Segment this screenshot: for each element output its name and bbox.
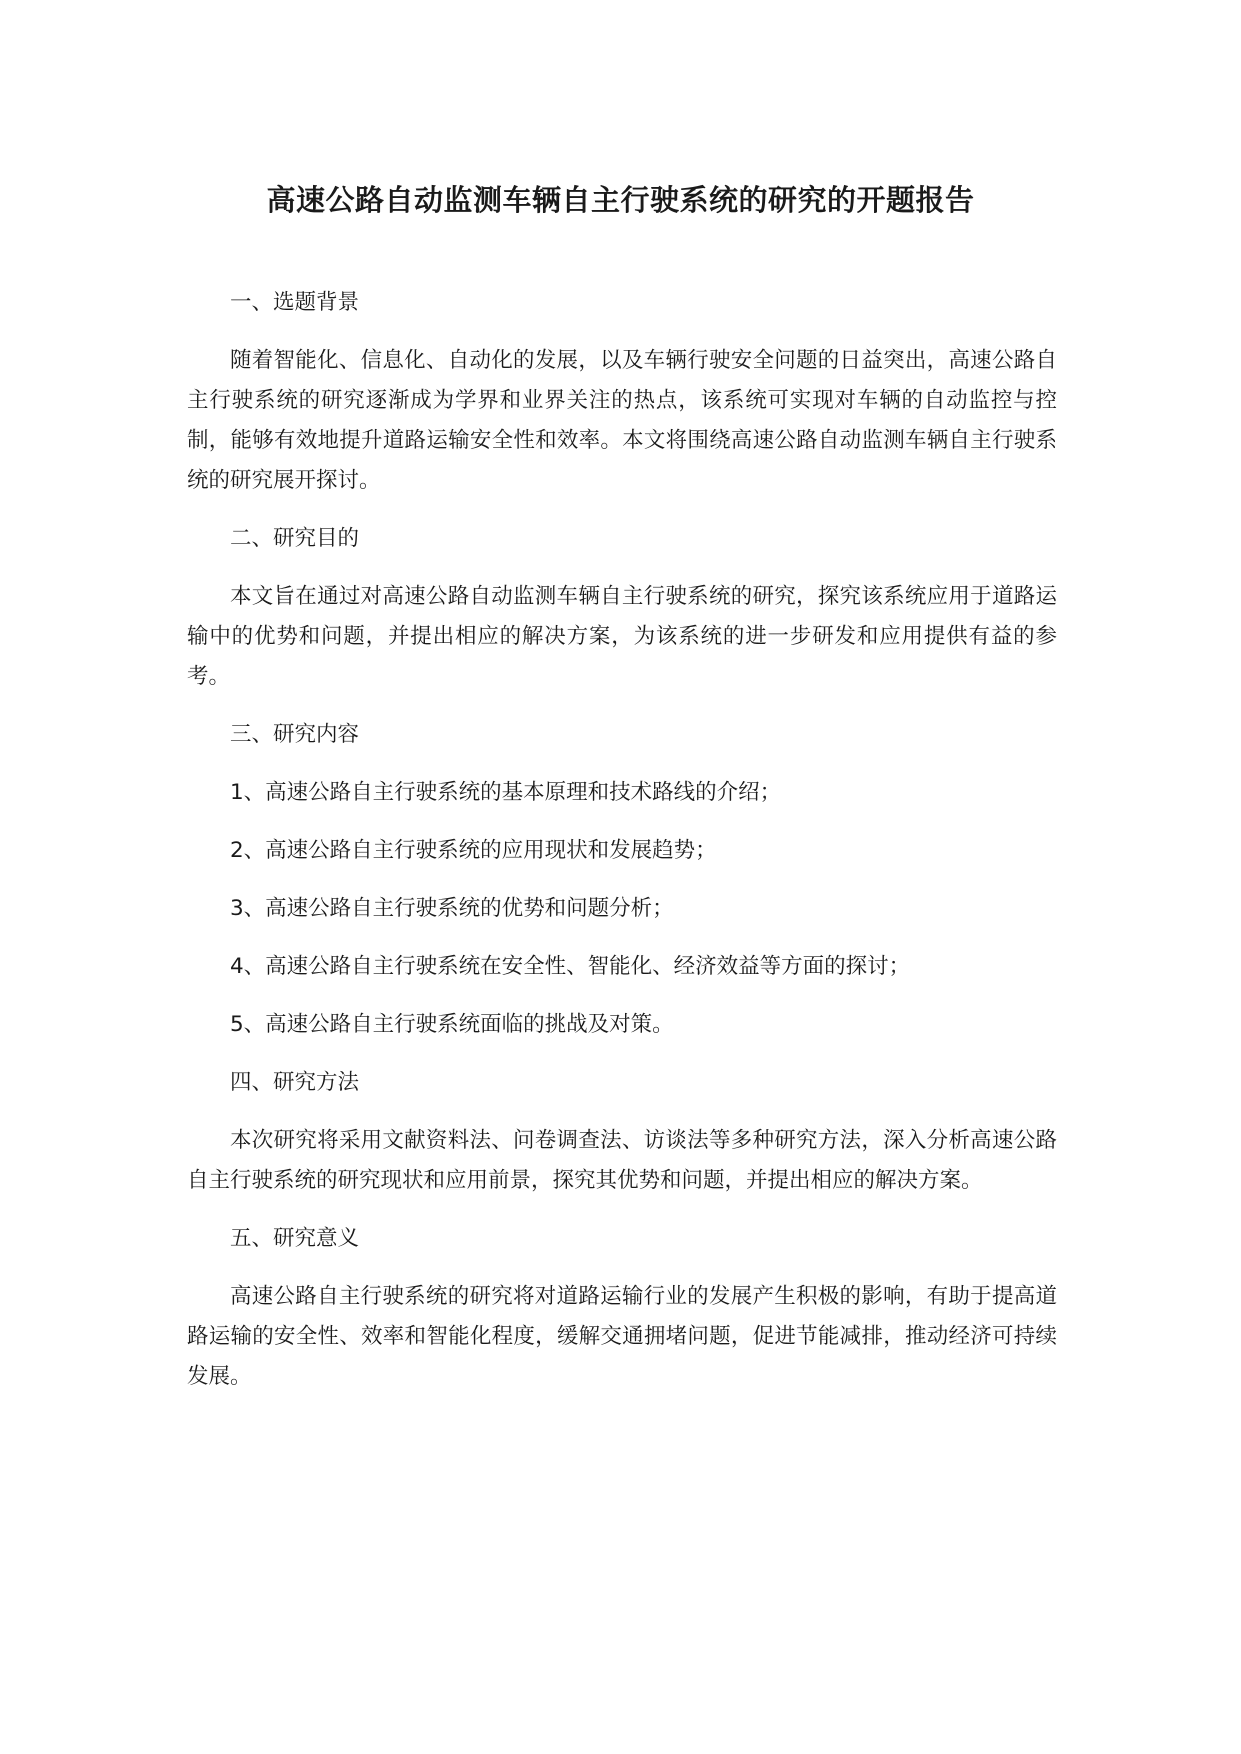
section-paragraph-methods: 本次研究将采用文献资料法、问卷调查法、访谈法等多种研究方法，深入分析高速公路自主行驶系统的研究现状和应用前景，探究其优势和问题，并提出相应的解决方案。 [187, 1128, 1057, 1193]
document-title: 高速公路自动监测车辆自主行驶系统的研究的开题报告 [266, 183, 975, 217]
section-heading-content: 三、研究内容 [230, 722, 360, 747]
section-paragraph-background: 随着智能化、信息化、自动化的发展，以及车辆行驶安全问题的日益突出，高速公路自主行驶系统的研究逐渐成为学界和业界关注的热点，该系统可实现对车辆的自动监控与控制，能够有效地提升道路运输安全性和效率。本文将围绕高速公路自动监测车辆自主行驶系统的研究展开探讨。 [187, 348, 1057, 493]
content-list-item: 1、高速公路自主行驶系统的基本原理和技术路线的介绍； [230, 780, 782, 805]
document-body [187, 283, 1057, 1415]
section-heading-significance: 五、研究意义 [230, 1226, 360, 1251]
section-heading-methods: 四、研究方法 [230, 1070, 360, 1095]
content-list-item: 4、高速公路自主行驶系统在安全性、智能化、经济效益等方面的探讨； [230, 954, 911, 979]
content-list-item: 5、高速公路自主行驶系统面临的挑战及对策。 [230, 1012, 674, 1037]
content-list-item: 3、高速公路自主行驶系统的优势和问题分析； [230, 896, 674, 921]
section-paragraph-significance: 高速公路自主行驶系统的研究将对道路运输行业的发展产生积极的影响，有助于提高道路运输的安全性、效率和智能化程度，缓解交通拥堵问题，促进节能减排，推动经济可持续发展。 [187, 1284, 1057, 1389]
content-list-item: 2、高速公路自主行驶系统的应用现状和发展趋势； [230, 838, 717, 863]
section-heading-purpose: 二、研究目的 [230, 526, 360, 551]
section-paragraph-purpose: 本文旨在通过对高速公路自动监测车辆自主行驶系统的研究，探究该系统应用于道路运输中的优势和问题，并提出相应的解决方案，为该系统的进一步研发和应用提供有益的参考。 [187, 584, 1057, 689]
section-heading-background: 一、选题背景 [230, 290, 360, 315]
